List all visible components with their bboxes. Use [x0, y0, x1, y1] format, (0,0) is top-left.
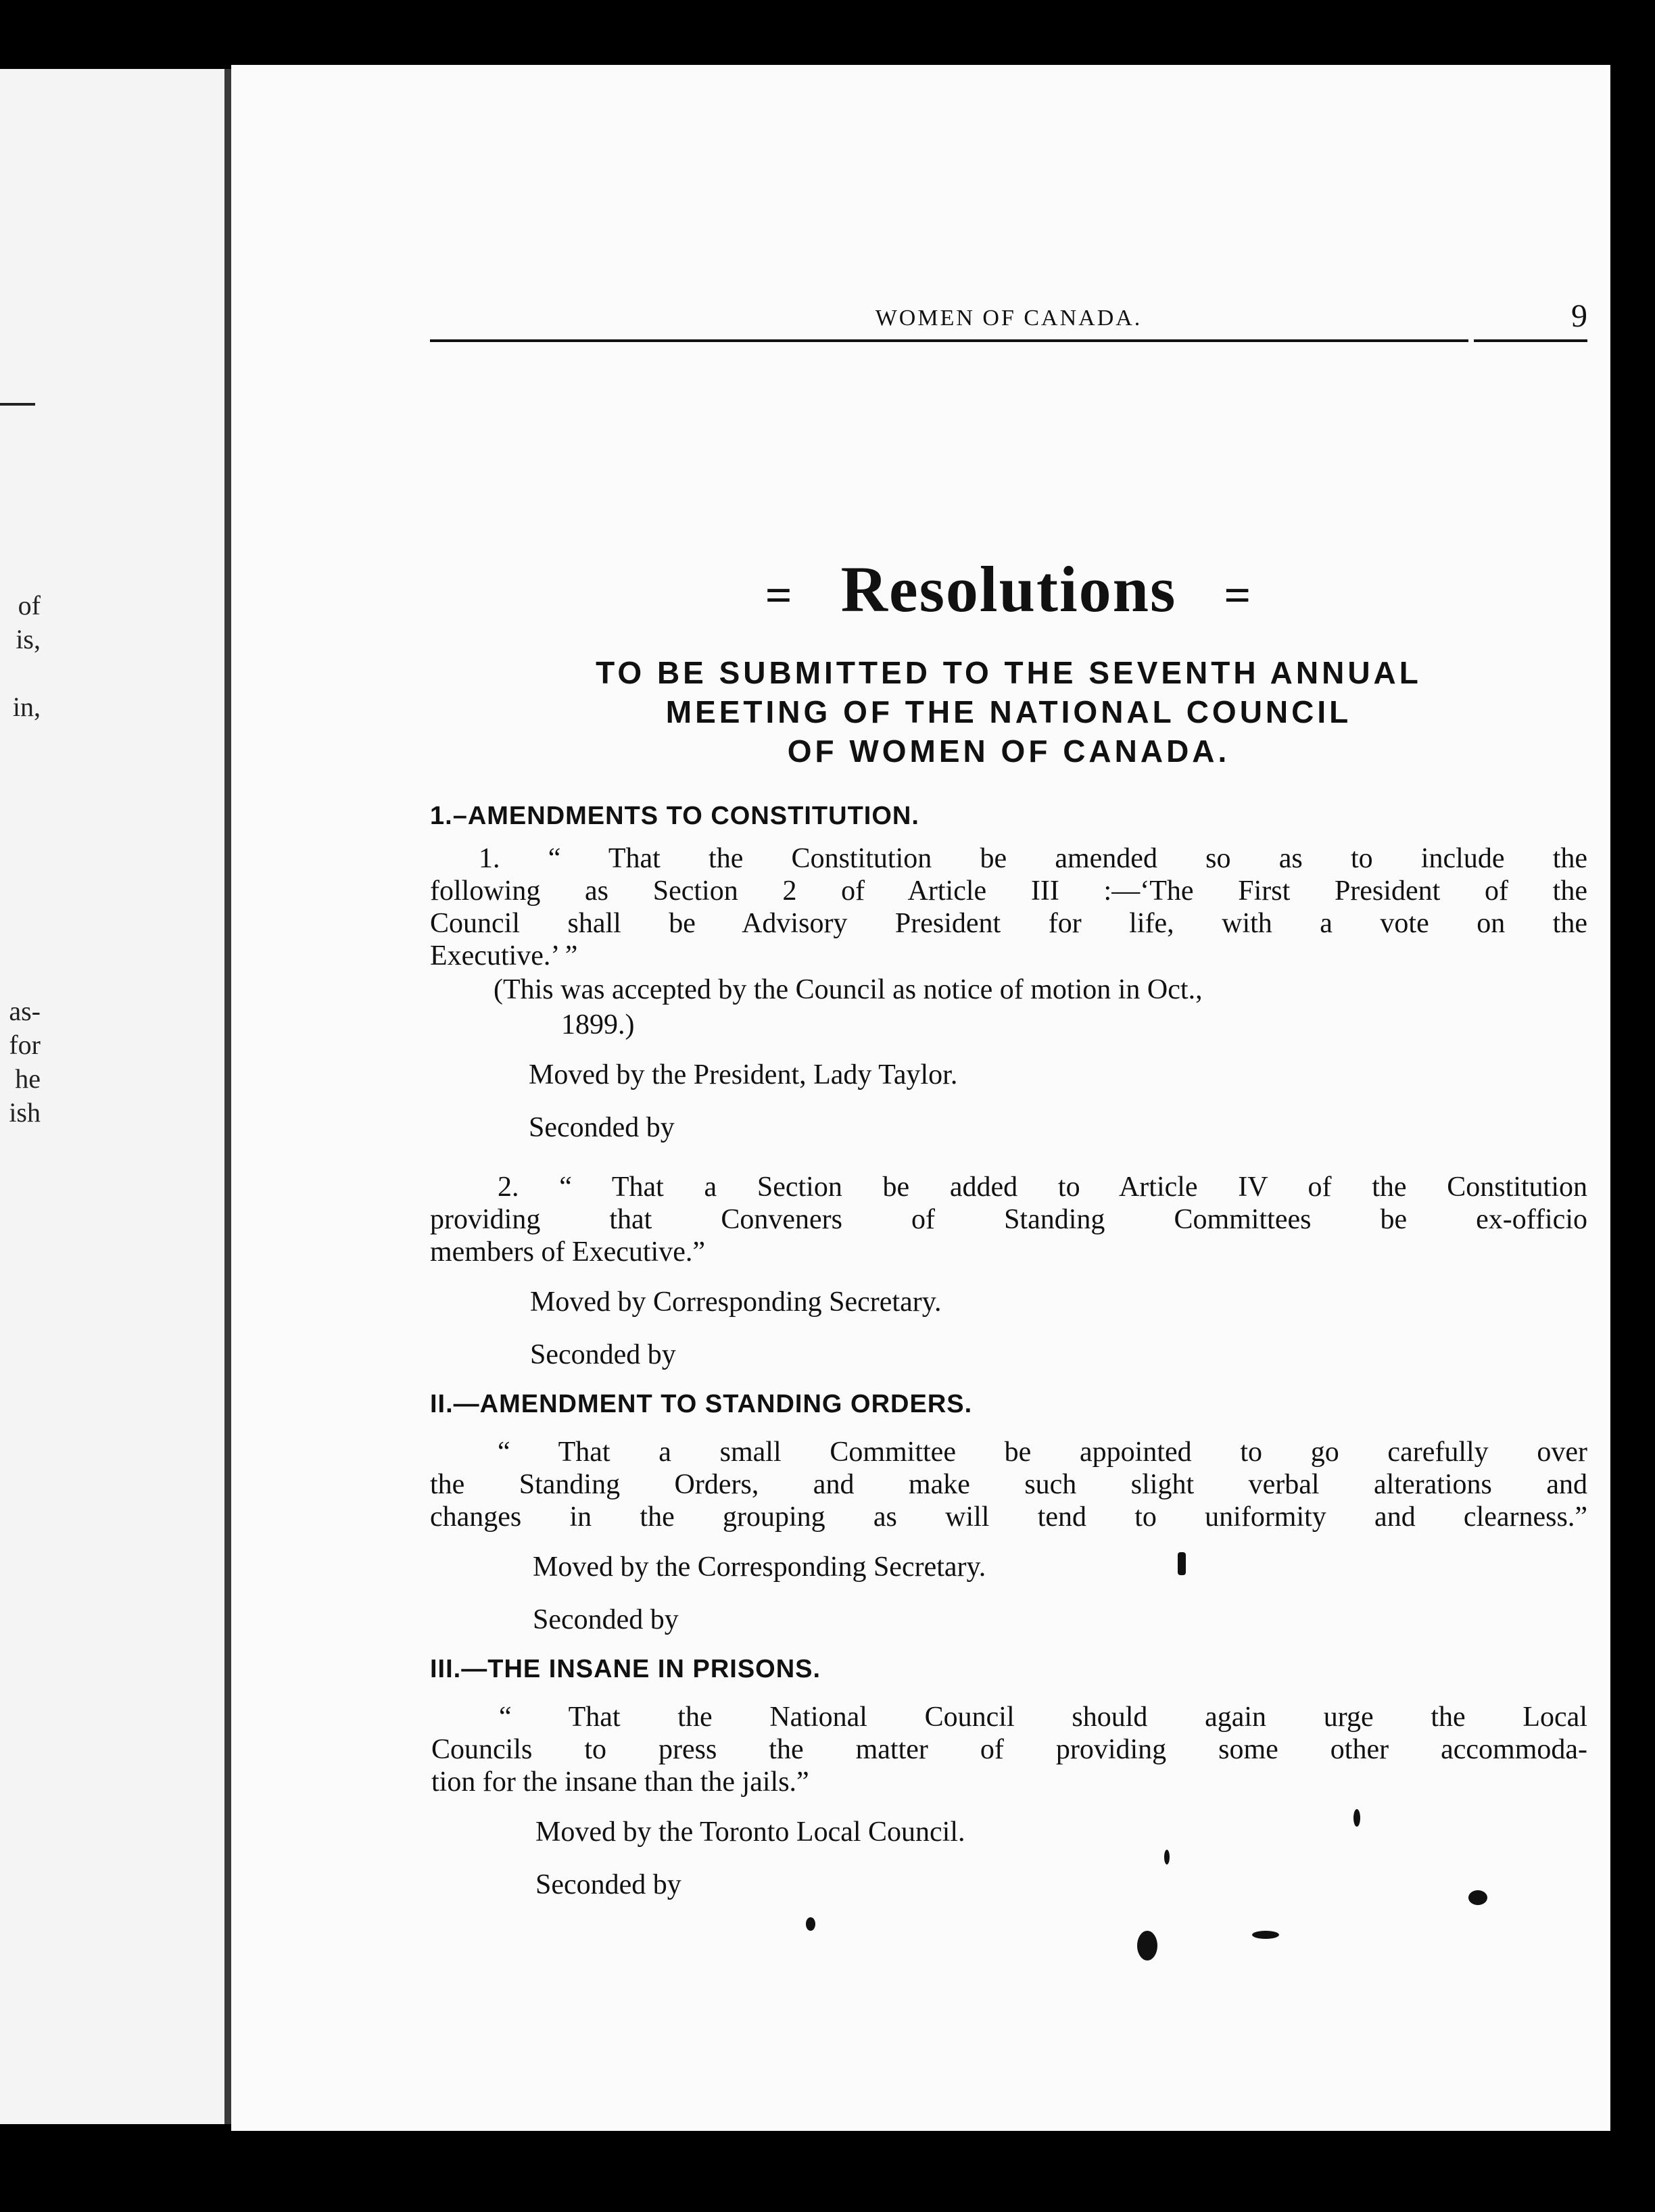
right-page: [231, 65, 1610, 2131]
subtitle-line: TO BE SUBMITTED TO THE SEVENTH ANNUAL: [596, 655, 1422, 690]
ink-blot: [1468, 1890, 1487, 1905]
note-line: (This was accepted by the Council as notice of motion in Oct.,: [494, 974, 1203, 1005]
book-spine: [224, 69, 231, 2124]
paragraph-line: Council shall be Advisory President for life, with a vote on the: [430, 908, 1587, 939]
paragraph-line: Councils to press the matter of providing some other accommoda-: [431, 1734, 1587, 1765]
title-ornament-right: =: [1224, 569, 1253, 622]
section-heading: II.—AMENDMENT TO STANDING ORDERS.: [430, 1390, 973, 1418]
subtitle-line: MEETING OF THE NATIONAL COUNCIL: [665, 694, 1352, 729]
left-page-fragment: he: [15, 1063, 41, 1094]
paragraph-line: tion for the insane than the jails.”: [431, 1766, 809, 1798]
left-page-fragment: for: [9, 1030, 41, 1060]
paragraph-line: Executive.’ ”: [430, 940, 578, 971]
title-text: Resolutions: [840, 553, 1177, 625]
moved-by: Moved by Corresponding Secretary.: [530, 1287, 942, 1318]
seconded-by: Seconded by: [530, 1339, 676, 1370]
page-title: [430, 552, 1587, 627]
ink-blot: [1353, 1809, 1360, 1827]
moved-by: Moved by the President, Lady Taylor.: [529, 1059, 958, 1090]
header-title: WOMEN OF CANADA.: [875, 306, 1143, 331]
moved-by: Moved by the Toronto Local Council.: [535, 1817, 965, 1848]
paragraph-line: the Standing Orders, and make such slight verbal alterations and: [430, 1469, 1587, 1500]
header-rule-gap: [1468, 338, 1474, 343]
left-page-fragment: as-: [9, 996, 41, 1026]
ink-blot: [1137, 1931, 1157, 1961]
subtitle-line: OF WOMEN OF CANADA.: [787, 734, 1230, 769]
seconded-by: Seconded by: [535, 1869, 681, 1900]
paragraph-line: 2. “ That a Section be added to Article IV of the Constitution: [498, 1172, 1587, 1203]
paragraph-line: “ That the National Council should again urge the Local: [499, 1702, 1587, 1733]
seconded-by: Seconded by: [529, 1112, 675, 1143]
ink-blot: [1252, 1931, 1279, 1939]
note-line: 1899.): [561, 1009, 635, 1040]
paragraph-line: members of Executive.”: [430, 1236, 705, 1268]
ink-blot: [806, 1917, 815, 1931]
left-page: [0, 69, 229, 2124]
section-heading: 1.–AMENDMENTS TO CONSTITUTION.: [430, 802, 919, 830]
header-rule: [430, 339, 1587, 342]
paragraph-line: changes in the grouping as will tend to uniformity and clearness.”: [430, 1501, 1587, 1533]
left-page-rule: [0, 403, 35, 406]
left-page-fragment: in,: [12, 692, 41, 722]
left-page-fragment: is,: [16, 624, 41, 654]
seconded-by: Seconded by: [533, 1604, 679, 1635]
paragraph-line: “ That a small Committee be appointed to go carefully over: [498, 1437, 1587, 1468]
paragraph-line: 1. “ That the Constitution be amended so as to include the: [479, 843, 1587, 874]
ink-blot: [1178, 1552, 1186, 1575]
ink-blot: [1164, 1850, 1170, 1865]
title-ornament-left: =: [765, 569, 794, 622]
left-page-fragment: ish: [9, 1097, 41, 1128]
left-page-fragment: of: [18, 590, 41, 621]
section-heading: III.—THE INSANE IN PRISONS.: [430, 1655, 821, 1683]
moved-by: Moved by the Corresponding Secretary.: [533, 1552, 986, 1583]
subtitle: [430, 653, 1587, 771]
paragraph-line: following as Section 2 of Article III :—‘The First President of the: [430, 875, 1587, 907]
running-header: [430, 300, 1587, 341]
paragraph-line: providing that Conveners of Standing Committees be ex-officio: [430, 1204, 1587, 1235]
page-number: 9: [1571, 298, 1587, 334]
